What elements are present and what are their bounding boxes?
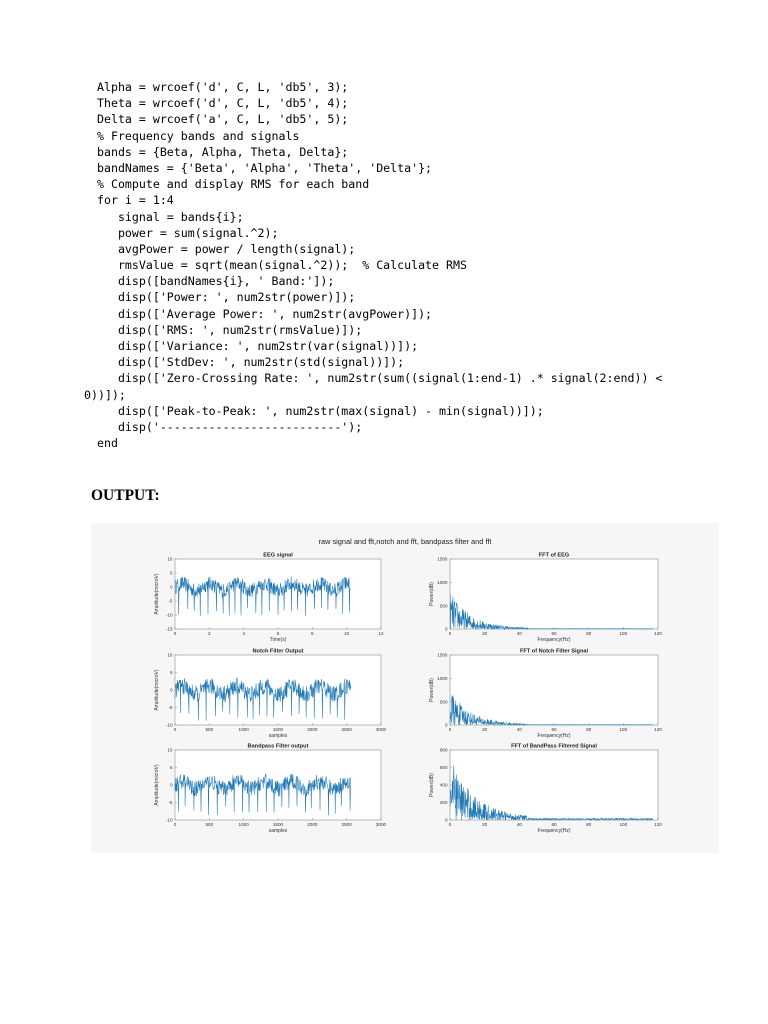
y-tick-label: -5	[168, 800, 173, 806]
code-line: bands = {Beta, Alpha, Theta, Delta};	[97, 144, 349, 159]
code-line: disp(['Average Power: ', num2str(avgPower)]);	[97, 306, 433, 321]
axes-frame	[450, 655, 658, 725]
subplot-title: Notch Filter Output	[252, 648, 304, 655]
x-tick-label: 100	[619, 631, 628, 636]
x-axis-label: Frequency(Hz)	[537, 637, 571, 643]
y-tick-label: 400	[439, 782, 448, 788]
code-line: disp('--------------------------');	[97, 419, 363, 434]
x-axis-label: Frequency(Hz)	[537, 828, 571, 834]
y-tick-label: 1500	[437, 652, 448, 658]
code-line: signal = bands{i};	[97, 209, 244, 224]
y-tick-label: 0	[169, 687, 173, 693]
x-tick-label: 500	[205, 822, 214, 827]
x-tick-label: 3000	[375, 727, 387, 732]
y-tick-label: -10	[165, 817, 173, 823]
x-tick-label: 10	[344, 631, 350, 636]
x-tick-label: 20	[482, 631, 488, 636]
x-tick-label: 6	[276, 631, 280, 636]
x-tick-label: 2500	[341, 822, 352, 827]
y-axis-label: Amplitude(microV)	[154, 573, 160, 615]
y-tick-label: 1500	[437, 556, 448, 562]
x-tick-label: 120	[654, 631, 662, 636]
x-tick-label: 40	[516, 822, 522, 827]
x-tick-label: 4	[242, 631, 245, 636]
output-heading: OUTPUT:	[91, 487, 160, 504]
figure-canvas	[91, 523, 719, 853]
code-line: for i = 1:4	[97, 193, 174, 208]
x-tick-label: 0	[448, 822, 452, 827]
x-tick-label: 1500	[272, 727, 284, 732]
x-axis-label: samples	[268, 733, 288, 739]
code-line: power = sum(signal.^2);	[97, 225, 279, 240]
y-tick-label: 10	[167, 556, 173, 562]
x-tick-label: 2500	[341, 727, 352, 732]
y-tick-label: 200	[439, 800, 448, 806]
subplot	[429, 744, 662, 835]
y-tick-label: 0	[169, 782, 173, 788]
x-tick-label: 40	[516, 631, 522, 636]
subplot	[154, 649, 387, 740]
x-axis-label: Frequency(Hz)	[537, 733, 571, 739]
x-tick-label: 60	[551, 631, 557, 636]
x-tick-label: 100	[619, 822, 628, 827]
subplot-title: FFT of BandPass Filtered Signal	[511, 743, 597, 750]
figure-title: raw signal and fft,notch and fft, bandpass filter and fft	[318, 537, 492, 546]
subplot-title: Bandpass Filter output	[247, 743, 309, 750]
y-axis-label: Power(dB)	[429, 773, 435, 797]
x-tick-label: 60	[551, 822, 557, 827]
y-axis-label: Amplitude(microV)	[154, 764, 160, 806]
code-line: 0))]);	[84, 387, 126, 402]
code-line: end	[97, 436, 118, 451]
x-tick-label: 80	[586, 822, 592, 827]
x-tick-label: 3000	[375, 822, 387, 827]
code-line: % Compute and display RMS for each band	[97, 177, 370, 192]
code-line: disp(['Zero-Crossing Rate: ', num2str(sum((signal(1:end-1) .* signal(2:end)) <	[97, 371, 663, 386]
y-tick-label: 600	[439, 765, 448, 771]
y-tick-label: 5	[169, 670, 173, 676]
x-tick-label: 120	[654, 727, 662, 732]
subplot	[429, 649, 662, 740]
x-tick-label: 0	[173, 631, 177, 636]
subplot-title: FFT of EEG	[538, 552, 570, 559]
axes-frame	[450, 559, 658, 629]
subplot-title: EEG signal	[263, 552, 293, 559]
x-tick-label: 120	[654, 822, 662, 827]
y-tick-label: 5	[169, 765, 173, 771]
x-tick-label: 0	[173, 727, 177, 732]
y-tick-label: 500	[439, 603, 448, 609]
x-tick-label: 2000	[307, 822, 318, 827]
code-line: avgPower = power / length(signal);	[97, 241, 356, 256]
x-tick-label: 0	[448, 727, 452, 732]
y-tick-label: 0	[169, 584, 173, 590]
y-tick-label: 500	[439, 699, 448, 705]
y-tick-label: 1000	[437, 579, 448, 585]
x-tick-label: 40	[516, 727, 522, 732]
x-tick-label: 1500	[272, 822, 284, 827]
x-tick-label: 0	[448, 631, 452, 636]
x-axis-label: samples	[268, 828, 288, 834]
code-line: disp(['RMS: ', num2str(rmsValue)]);	[97, 322, 363, 337]
code-line: disp(['Power: ', num2str(power)]);	[97, 290, 356, 305]
y-tick-label: 10	[167, 652, 173, 658]
code-line: rmsValue = sqrt(mean(signal.^2)); % Calculate RMS	[97, 258, 467, 273]
y-tick-label: -10	[165, 722, 173, 728]
subplot	[429, 553, 662, 644]
subplot	[154, 744, 387, 835]
y-tick-label: -5	[168, 705, 173, 711]
matlab-figure	[91, 523, 719, 853]
y-tick-label: 5	[169, 570, 173, 576]
code-line: Alpha = wrcoef('d', C, L, 'db5', 3);	[97, 80, 349, 94]
y-tick-label: -10	[165, 612, 173, 618]
x-tick-label: 20	[482, 727, 488, 732]
y-tick-label: 10	[167, 747, 173, 753]
x-tick-label: 60	[551, 727, 557, 732]
x-tick-label: 20	[482, 822, 488, 827]
y-tick-label: -5	[168, 598, 173, 604]
subplot	[154, 553, 384, 644]
code-line: % Frequency bands and signals	[97, 128, 300, 143]
y-tick-label: 0	[444, 626, 448, 632]
code-line: bandNames = {'Beta', 'Alpha', 'Theta', 'Delta'};	[97, 160, 433, 175]
code-listing	[84, 79, 663, 451]
y-axis-label: Power(dB)	[429, 582, 435, 606]
y-tick-label: 0	[444, 722, 448, 728]
x-tick-label: 8	[311, 631, 314, 636]
x-tick-label: 12	[378, 631, 384, 636]
x-tick-label: 80	[586, 631, 592, 636]
code-line: Theta = wrcoef('d', C, L, 'db5', 4);	[97, 96, 349, 111]
y-tick-label: 800	[439, 747, 448, 753]
x-tick-label: 80	[586, 727, 592, 732]
x-tick-label: 100	[619, 727, 628, 732]
x-tick-label: 500	[205, 727, 214, 732]
y-tick-label: -15	[165, 626, 173, 632]
code-line: disp([bandNames{i}, ' Band:']);	[97, 274, 335, 289]
code-line: disp(['StdDev: ', num2str(std(signal))]);	[97, 355, 405, 370]
x-tick-label: 0	[173, 822, 177, 827]
y-tick-label: 1000	[437, 675, 448, 681]
x-axis-label: Time(s)	[269, 637, 287, 643]
x-tick-label: 1000	[238, 822, 249, 827]
y-tick-label: 0	[444, 817, 448, 823]
x-tick-label: 2000	[307, 727, 318, 732]
code-line: disp(['Variance: ', num2str(var(signal))]);	[97, 339, 419, 353]
code-line: Delta = wrcoef('a', C, L, 'db5', 5);	[97, 112, 349, 127]
x-tick-label: 2	[208, 631, 211, 636]
y-axis-label: Power(dB)	[429, 678, 435, 702]
code-line: disp(['Peak-to-Peak: ', num2str(max(signal) - min(signal))]);	[97, 403, 544, 418]
y-axis-label: Amplitude(microV)	[154, 669, 160, 711]
x-tick-label: 1000	[238, 727, 249, 732]
subplot-title: FFT of Notch Filter Signal	[519, 648, 589, 655]
